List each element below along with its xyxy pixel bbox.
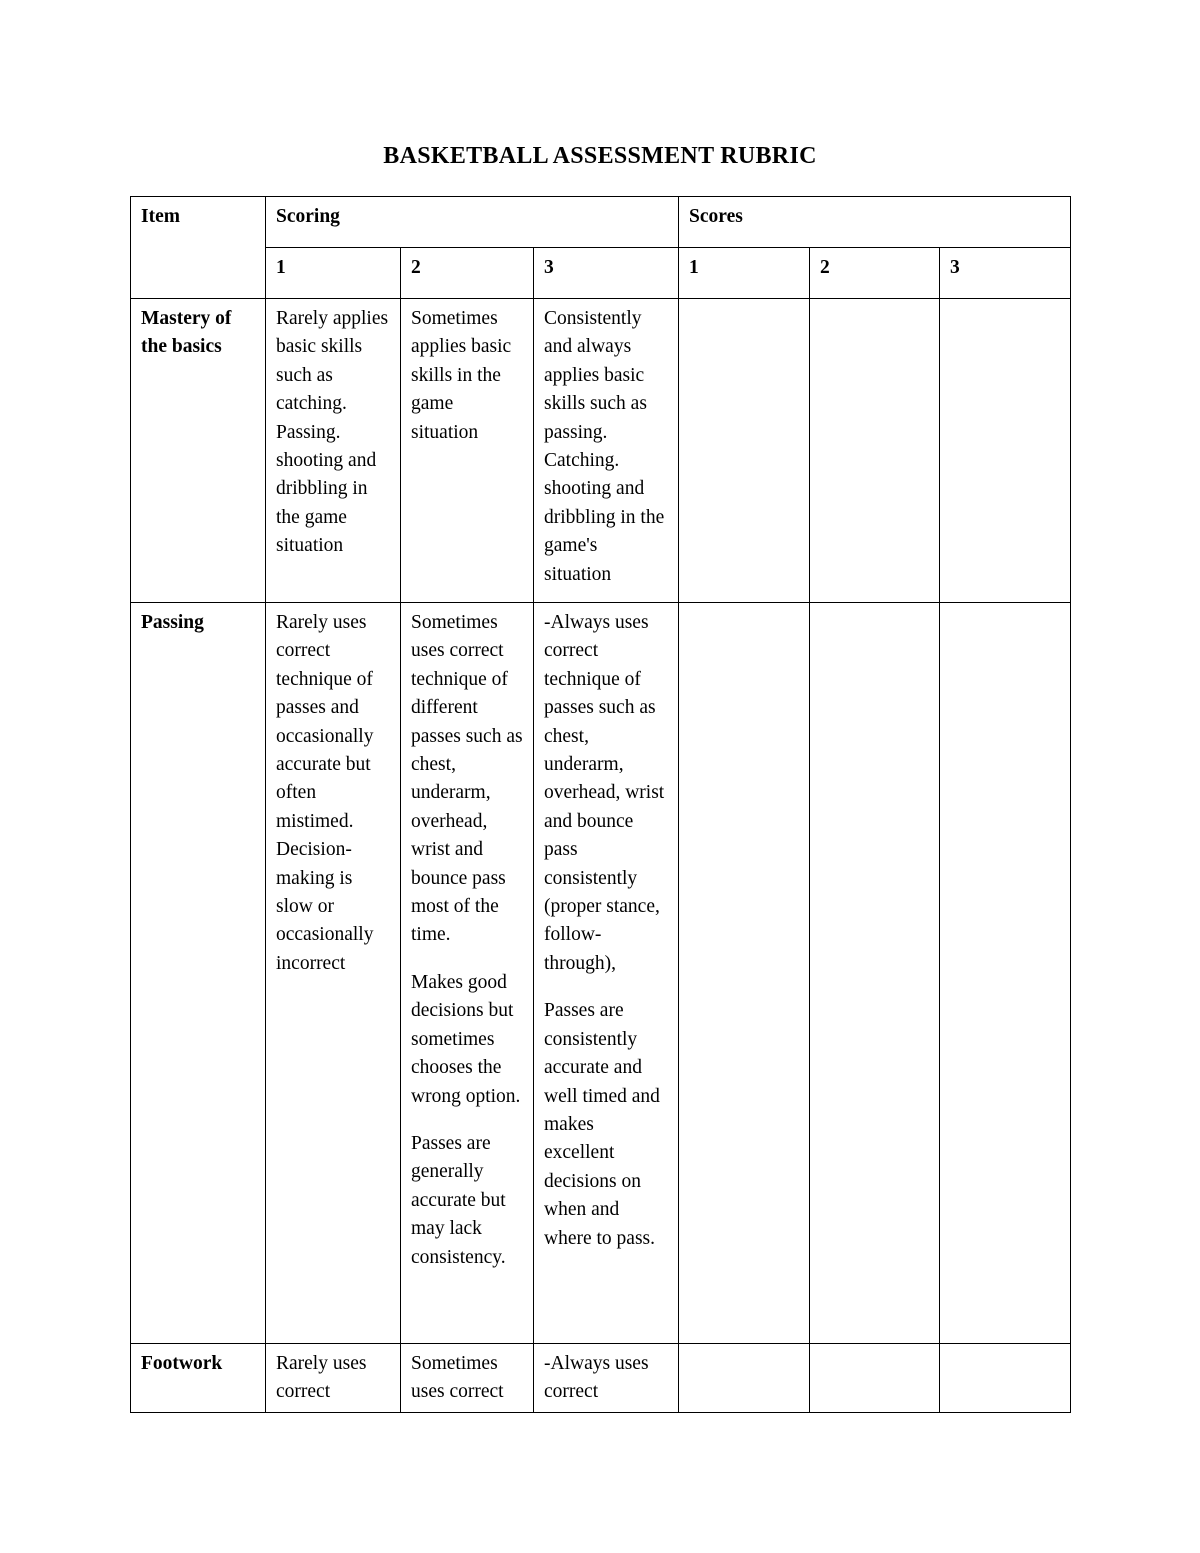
description-paragraph: Passes are consistently accurate and well timed and makes excellent decisions on when and where to pass. — [544, 1000, 660, 1249]
level-3-description — [534, 603, 679, 1344]
level-2-description — [401, 299, 534, 603]
level-2-description — [401, 603, 534, 1344]
header-item: Item — [131, 197, 266, 299]
score-level-3: 3 — [940, 248, 1071, 299]
description-paragraph: Passes are generally accurate but may lack consistency. — [411, 1132, 506, 1268]
level-3-description — [534, 299, 679, 603]
page-title: BASKETBALL ASSESSMENT RUBRIC — [383, 143, 817, 169]
score-cell-2[interactable] — [810, 1344, 940, 1413]
description-paragraph: Sometimes applies basic skills in the game situation — [411, 308, 512, 443]
description-paragraph: -Always uses correct — [544, 1353, 649, 1403]
scoring-level-1: 1 — [266, 248, 401, 299]
description-paragraph: Sometimes uses correct technique of different passes such as chest, underarm, overhead, wrist and bounce pass most of the time. — [411, 612, 523, 946]
description-paragraph: Sometimes uses correct — [411, 1353, 504, 1403]
score-cell-1[interactable] — [679, 1344, 810, 1413]
description-paragraph: Makes good decisions but sometimes chooses the wrong option. — [411, 971, 521, 1107]
level-1-description — [266, 299, 401, 603]
score-level-2: 2 — [810, 248, 940, 299]
scoring-level-3: 3 — [534, 248, 679, 299]
score-cell-2[interactable] — [810, 299, 940, 603]
header-row — [131, 197, 1071, 248]
table-row — [131, 1344, 1071, 1413]
scoring-level-2: 2 — [401, 248, 534, 299]
header-levels-row — [131, 248, 1071, 299]
score-cell-3[interactable] — [940, 299, 1071, 603]
item-label: Mastery of the basics — [131, 299, 266, 603]
score-cell-3[interactable] — [940, 603, 1071, 1344]
description-paragraph: Rarely uses correct technique of passes and occasionally accurate but often mistimed. Decision-making is slow or occasionally incorrect — [276, 612, 374, 974]
score-cell-1[interactable] — [679, 603, 810, 1344]
description-paragraph: -Always uses correct technique of passes such as chest, underarm, overhead, wrist and bounce pass consistently (proper stance, follow-through), — [544, 612, 665, 974]
level-3-description — [534, 1344, 679, 1413]
score-cell-2[interactable] — [810, 603, 940, 1344]
description-paragraph: Consistently and always applies basic skills such as passing. Catching. shooting and dribbling in the game's situation — [544, 308, 665, 585]
item-label: Footwork — [131, 1344, 266, 1413]
header-scores: Scores — [679, 197, 1071, 248]
level-2-description — [401, 1344, 534, 1413]
description-paragraph: Rarely applies basic skills such as catching. Passing. shooting and dribbling in the game situation — [276, 308, 389, 557]
level-1-description — [266, 1344, 401, 1413]
table-row — [131, 299, 1071, 603]
level-1-description — [266, 603, 401, 1344]
score-cell-3[interactable] — [940, 1344, 1071, 1413]
score-cell-1[interactable] — [679, 299, 810, 603]
rubric-table — [130, 196, 1071, 1413]
description-paragraph: Rarely uses correct — [276, 1353, 367, 1403]
table-row — [131, 603, 1071, 1344]
header-scoring: Scoring — [266, 197, 679, 248]
score-level-1: 1 — [679, 248, 810, 299]
item-label: Passing — [131, 603, 266, 1344]
